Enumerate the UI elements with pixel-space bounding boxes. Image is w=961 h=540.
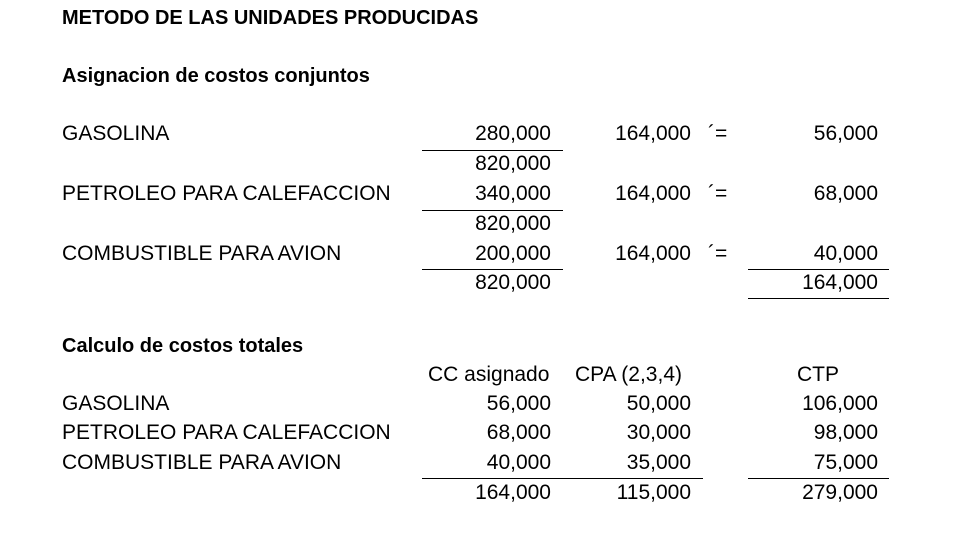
allocated-result: 40,000 <box>813 242 878 265</box>
numerator-value: 280,000 <box>475 122 551 145</box>
section-heading-allocation: Asignacion de costos conjuntos <box>62 65 370 87</box>
column-header-cc: CC asignado <box>428 363 550 386</box>
product-name: COMBUSTIBLE PARA AVION <box>62 451 342 474</box>
joint-cost-value: 164,000 <box>615 122 691 145</box>
cc-value: 68,000 <box>486 421 551 444</box>
subtotal-line <box>422 478 703 479</box>
denominator-value: 820,000 <box>475 152 551 175</box>
cpa-value: 30,000 <box>626 421 691 444</box>
fraction-line <box>422 269 563 270</box>
cpa-value: 35,000 <box>626 451 691 474</box>
cc-value: 40,000 <box>486 451 551 474</box>
ctp-value: 98,000 <box>813 421 878 444</box>
joint-cost-value: 164,000 <box>615 242 691 265</box>
cc-value: 56,000 <box>486 392 551 415</box>
product-name: GASOLINA <box>62 392 170 415</box>
denominator-value: 820,000 <box>475 212 551 235</box>
product-name: PETROLEO PARA CALEFACCION <box>62 182 391 205</box>
numerator-value: 340,000 <box>475 182 551 205</box>
numerator-value: 200,000 <box>475 242 551 265</box>
joint-cost-value: 164,000 <box>615 182 691 205</box>
allocated-total: 164,000 <box>802 271 878 294</box>
section-heading-totals: Calculo de costos totales <box>62 335 304 357</box>
equals-sign: ´= <box>708 242 728 265</box>
equals-sign: ´= <box>708 122 728 145</box>
ctp-total: 279,000 <box>802 481 878 504</box>
ctp-value: 106,000 <box>802 392 878 415</box>
allocated-result: 56,000 <box>813 122 878 145</box>
total-line <box>748 269 889 270</box>
column-header-ctp: CTP <box>797 363 839 386</box>
subtotal-line <box>748 478 889 479</box>
allocated-result: 68,000 <box>813 182 878 205</box>
cc-total: 164,000 <box>475 481 551 504</box>
fraction-line <box>422 210 563 211</box>
cpa-total: 115,000 <box>616 481 691 504</box>
total-underline <box>748 298 889 299</box>
denominator-value: 820,000 <box>475 271 551 294</box>
product-name: COMBUSTIBLE PARA AVION <box>62 242 342 265</box>
product-name: GASOLINA <box>62 122 170 145</box>
ctp-value: 75,000 <box>813 451 878 474</box>
column-header-cpa: CPA (2,3,4) <box>575 363 682 386</box>
cpa-value: 50,000 <box>626 392 691 415</box>
page-title: METODO DE LAS UNIDADES PRODUCIDAS <box>62 7 479 29</box>
equals-sign: ´= <box>708 182 728 205</box>
product-name: PETROLEO PARA CALEFACCION <box>62 421 391 444</box>
fraction-line <box>422 150 563 151</box>
